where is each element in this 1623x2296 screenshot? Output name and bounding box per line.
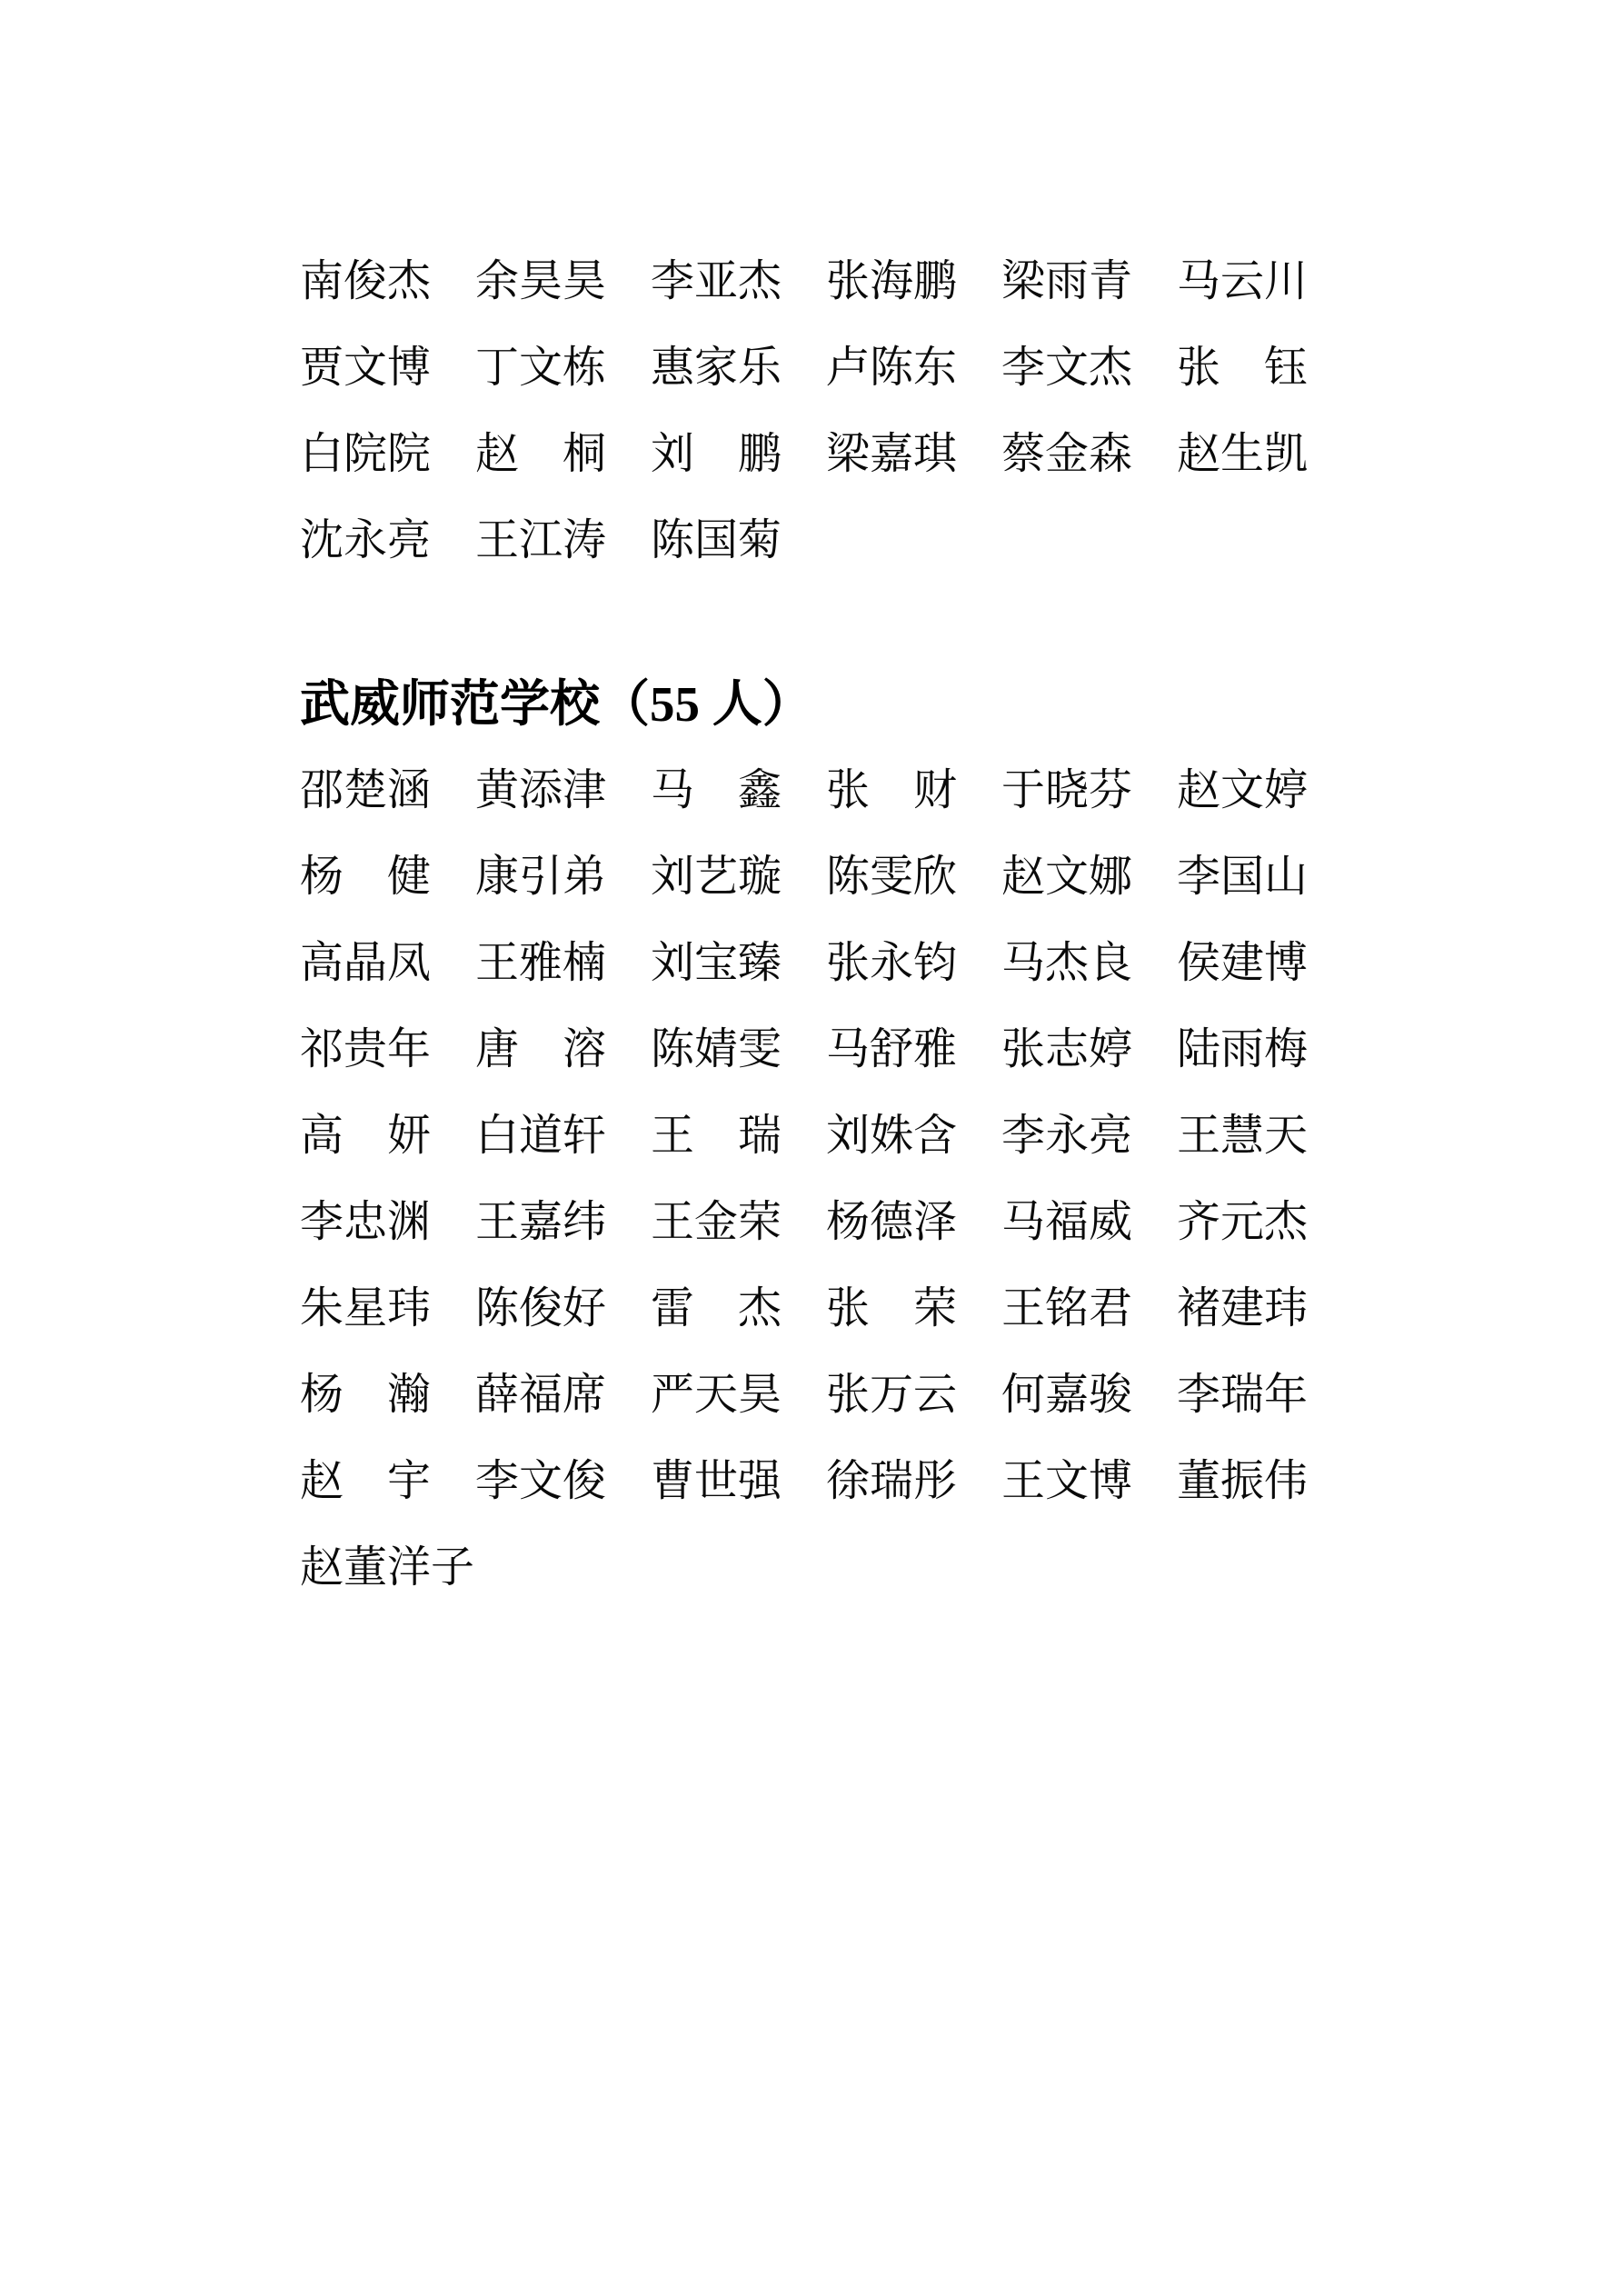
person-name: 马云川 (1177, 256, 1309, 305)
person-name: 李国山 (1177, 852, 1309, 901)
person-name: 王金荣 (651, 1197, 782, 1246)
person-name: 陈婧雯 (651, 1024, 782, 1073)
person-name: 徐瑞彤 (826, 1456, 958, 1505)
person-name: 赵董洋子 (300, 1542, 475, 1592)
person-name: 李忠渊 (300, 1197, 432, 1246)
person-name: 康引弟 (475, 852, 607, 901)
name-row (300, 1265, 1336, 1352)
person-name: 张 财 (826, 765, 958, 814)
person-name: 赵生凯 (1177, 429, 1309, 478)
name-row (300, 1438, 1336, 1524)
person-name: 马福威 (1001, 1197, 1133, 1246)
person-name: 丁文栋 (475, 343, 607, 392)
name-row (300, 1524, 1336, 1611)
person-name: 唐 溶 (475, 1024, 607, 1073)
person-name: 马舒雅 (826, 1024, 958, 1073)
name-row (300, 920, 1336, 1006)
person-name: 刘 鹏 (651, 429, 782, 478)
name-row (300, 324, 1336, 411)
person-name: 王铭君 (1001, 1283, 1133, 1333)
person-name: 雷 杰 (651, 1283, 782, 1333)
name-row (300, 834, 1336, 920)
person-name: 白院院 (300, 429, 432, 478)
person-name: 李文俊 (475, 1456, 607, 1505)
page-content (300, 238, 1336, 1611)
person-name: 曹世强 (651, 1456, 782, 1505)
person-name: 薛福席 (475, 1370, 607, 1419)
person-name: 高 妍 (300, 1111, 432, 1160)
person-name: 张永钧 (826, 938, 958, 987)
person-name: 严天昊 (651, 1370, 782, 1419)
person-name: 沈永亮 (300, 515, 432, 564)
person-name: 张 钰 (1177, 343, 1309, 392)
name-row (300, 1352, 1336, 1438)
person-name: 赵文婷 (1177, 765, 1309, 814)
person-name: 杨 健 (300, 852, 432, 901)
person-name: 李永亮 (1001, 1111, 1133, 1160)
person-name: 张 荣 (826, 1283, 958, 1333)
person-name: 杨 瀚 (300, 1370, 432, 1419)
name-row (300, 747, 1336, 834)
person-name: 贾文博 (300, 343, 432, 392)
person-name: 赵 桐 (475, 429, 607, 478)
person-name: 王江涛 (475, 515, 607, 564)
person-name: 王嘉纬 (475, 1197, 607, 1246)
person-name: 邵楚涵 (300, 765, 432, 814)
person-name: 祁贵年 (300, 1024, 432, 1073)
name-row (300, 411, 1336, 497)
person-name: 南俊杰 (300, 256, 432, 305)
person-name: 梁嘉琪 (826, 429, 958, 478)
top-name-list (300, 238, 1336, 584)
person-name: 于晓芬 (1001, 765, 1133, 814)
person-name: 张万云 (826, 1370, 958, 1419)
person-name: 刘姝含 (826, 1111, 958, 1160)
person-name: 王雅楠 (475, 938, 607, 987)
person-name: 赵文娜 (1001, 852, 1133, 901)
person-name: 王慧天 (1177, 1111, 1309, 1160)
person-name: 李文杰 (1001, 343, 1133, 392)
person-name: 何嘉骏 (1001, 1370, 1133, 1419)
person-name: 朱星玮 (300, 1283, 432, 1333)
person-name: 刘宝臻 (651, 938, 782, 987)
person-name: 马 鑫 (651, 765, 782, 814)
person-name: 杨德泽 (826, 1197, 958, 1246)
person-name: 董振伟 (1177, 1456, 1309, 1505)
person-name: 白道轩 (475, 1111, 607, 1160)
person-name: 刘艺璇 (651, 852, 782, 901)
person-name: 赵 宇 (300, 1456, 432, 1505)
name-row (300, 238, 1336, 324)
person-name: 蔡金森 (1001, 429, 1133, 478)
person-name: 王 瑞 (651, 1111, 782, 1160)
person-name: 李亚杰 (651, 256, 782, 305)
name-row (300, 1179, 1336, 1265)
person-name: 余昊昊 (475, 256, 607, 305)
person-name: 高晶凤 (300, 938, 432, 987)
person-name: 马杰良 (1001, 938, 1133, 987)
person-name: 陈雯欣 (826, 852, 958, 901)
person-name: 惠家乐 (651, 343, 782, 392)
person-name: 齐元杰 (1177, 1197, 1309, 1246)
person-name: 李瑞年 (1177, 1370, 1309, 1419)
person-name: 梁雨青 (1001, 256, 1133, 305)
person-name: 陈国菊 (651, 515, 782, 564)
school-section-heading: 武威师范学校（55 人） (300, 675, 812, 732)
school-name-list (300, 747, 1336, 1611)
person-name: 侯建博 (1177, 938, 1309, 987)
person-name: 张志婷 (1001, 1024, 1133, 1073)
name-row (300, 1093, 1336, 1179)
person-name: 褚建玮 (1177, 1283, 1309, 1333)
person-name: 张海鹏 (826, 256, 958, 305)
person-name: 陈俊好 (475, 1283, 607, 1333)
name-row (300, 1006, 1336, 1093)
name-row (300, 497, 1336, 584)
person-name: 黄添津 (475, 765, 607, 814)
person-name: 王文博 (1001, 1456, 1133, 1505)
person-name: 陆雨梅 (1177, 1024, 1309, 1073)
person-name: 卢陈东 (826, 343, 958, 392)
